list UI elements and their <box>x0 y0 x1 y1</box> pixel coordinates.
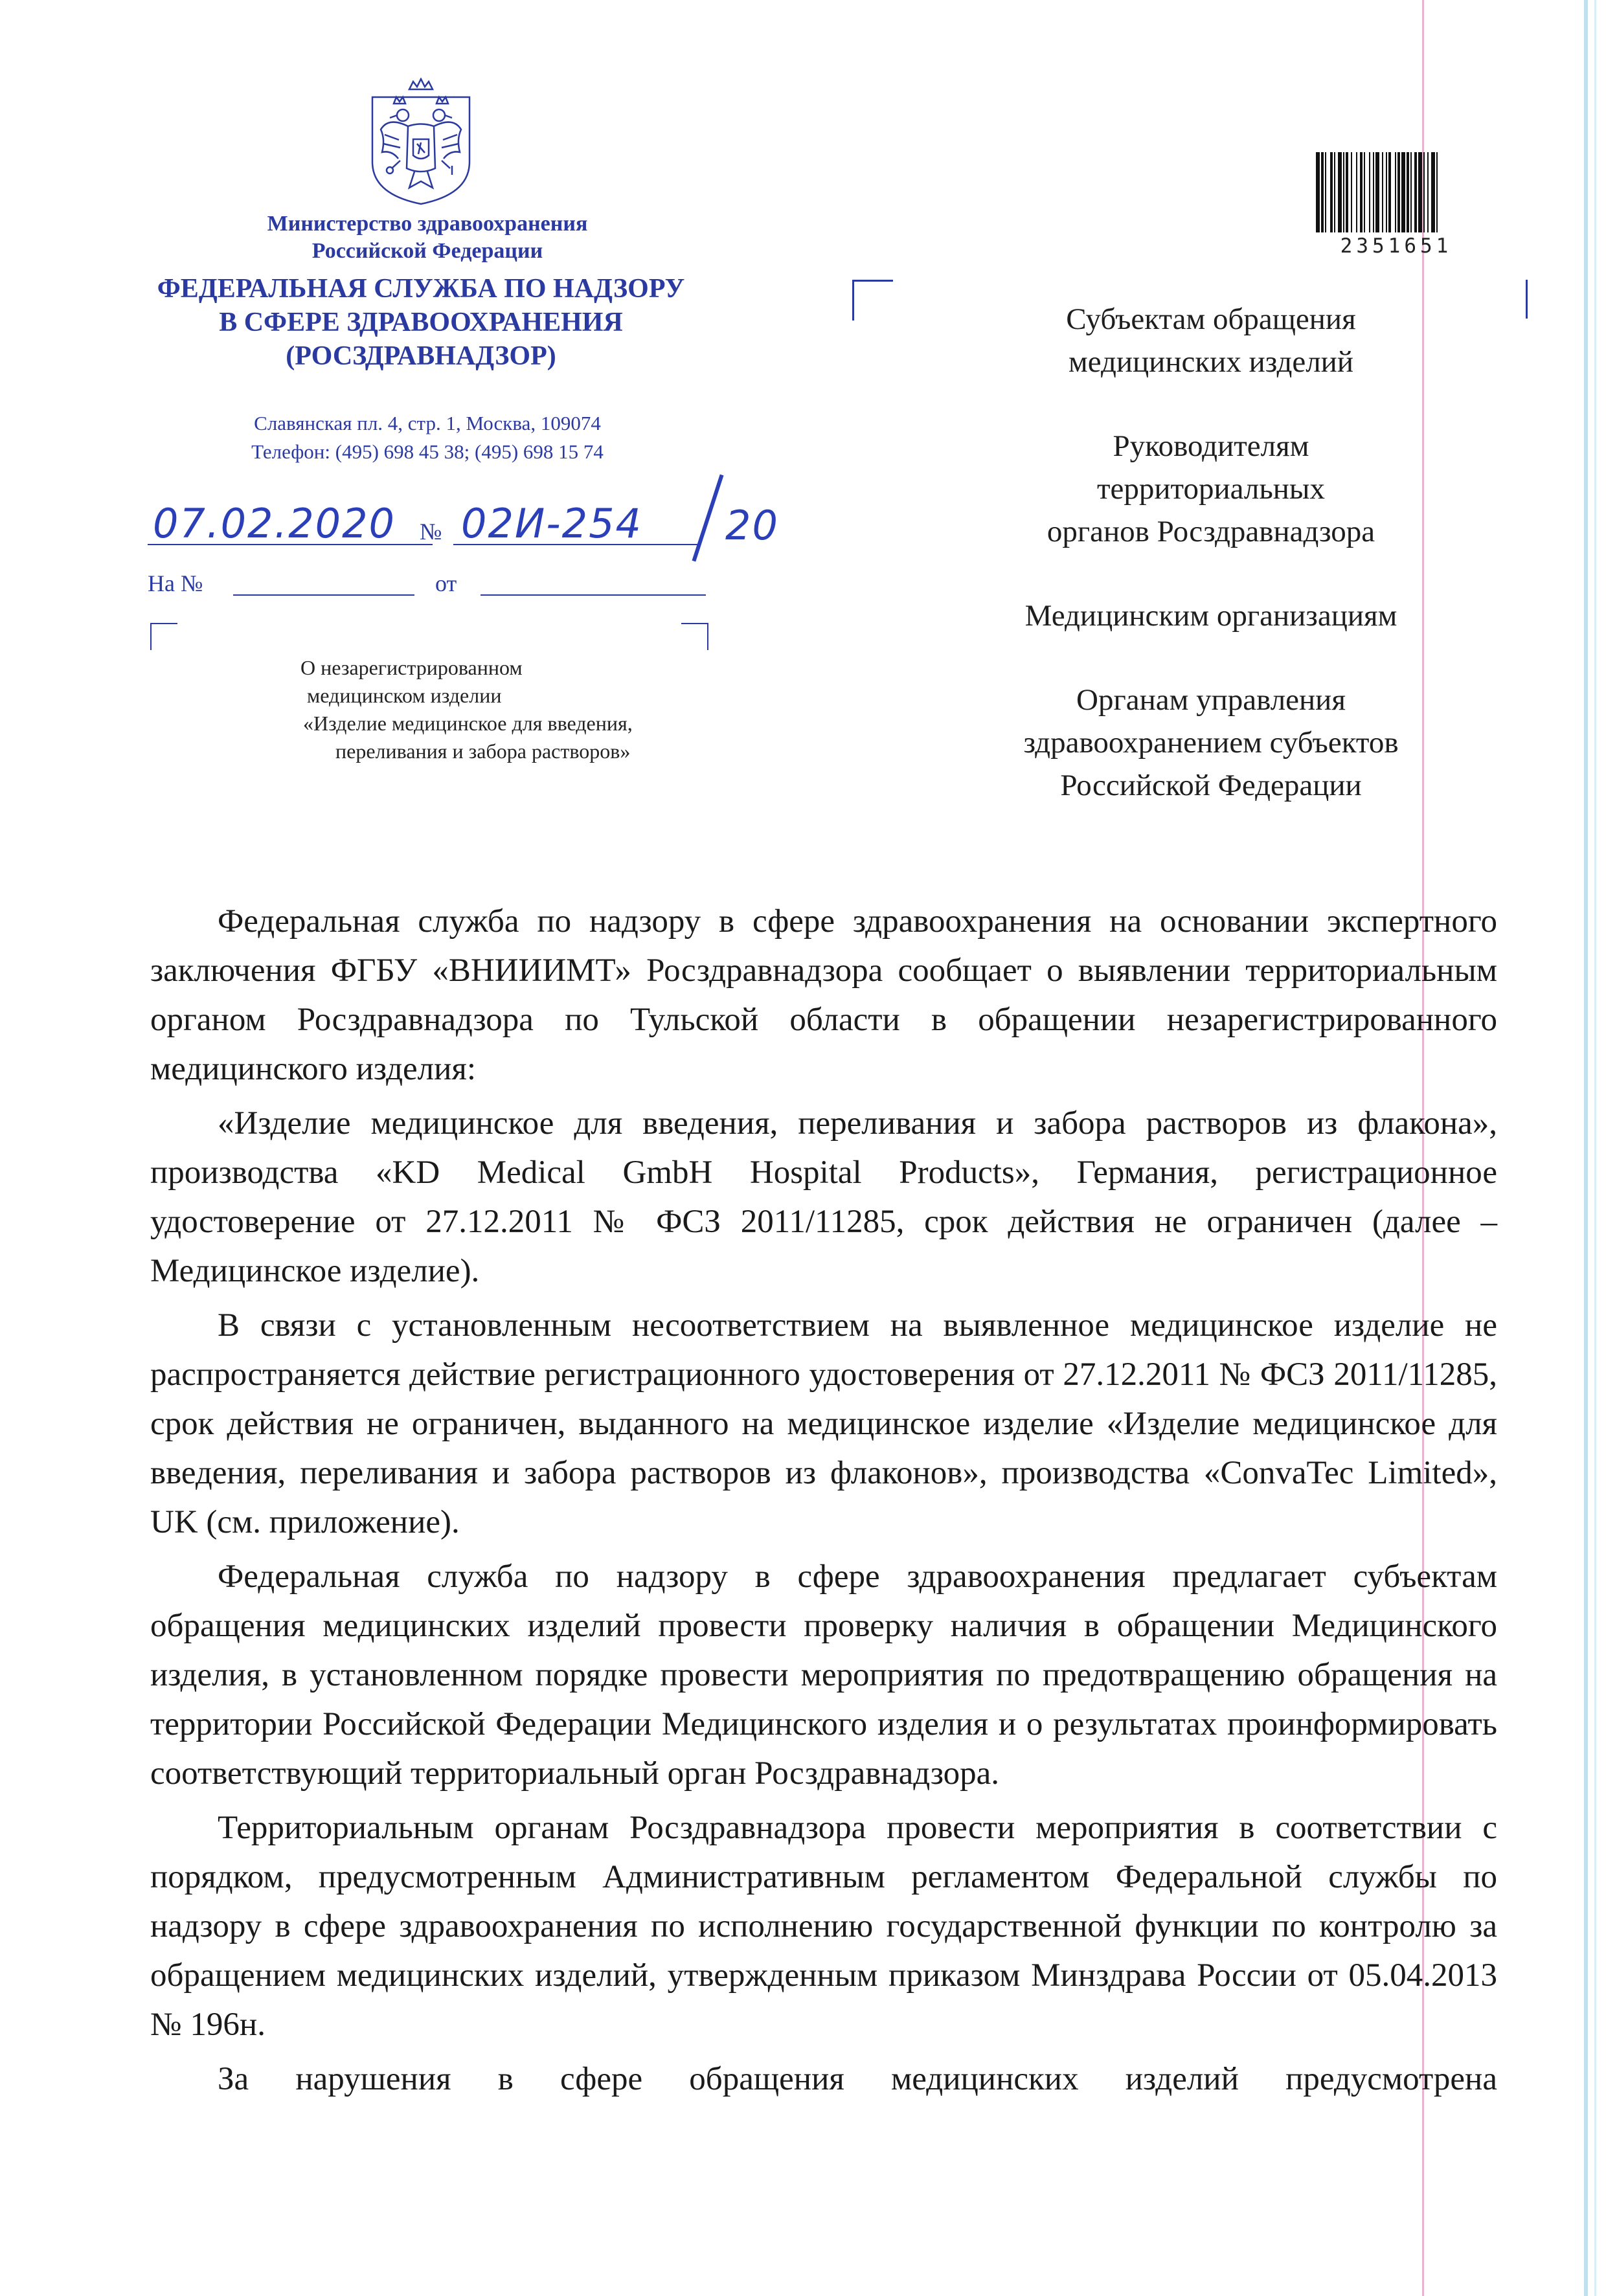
handwritten-date: 07.02.2020 <box>153 500 396 547</box>
letter-body <box>150 897 1497 2109</box>
body-paragraph-2: «Изделие медицинское для введения, переливания и забора растворов из флакона», производства «KD Medical GmbH Hospital Products», Германия, регистрационное удостоверение от 27.12.2011 № ФСЗ 2011/11285, срок действия не ограничен (далее – Медицинское изделие). <box>150 1105 1497 1289</box>
recipient-line: Руководителям <box>1113 429 1309 463</box>
ministry-line-1: Министерство здравоохранения <box>267 212 588 236</box>
barcode-bar <box>1427 152 1429 232</box>
barcode-bar <box>1321 152 1324 232</box>
recipient-line: Органам управления <box>1076 683 1346 717</box>
service-name <box>130 272 712 373</box>
reference-number-blank <box>233 594 414 596</box>
barcode-bar <box>1382 152 1383 232</box>
address-line-1: Славянская пл. 4, стр. 1, Москва, 109074 <box>254 412 601 434</box>
barcode-bar <box>1386 152 1387 232</box>
barcode-bar <box>1369 152 1370 232</box>
barcode-bar <box>1407 152 1409 232</box>
recipient-line: здравоохранением субъектов <box>1023 726 1399 760</box>
barcode-bar <box>1334 152 1335 232</box>
barcode-bar <box>1356 152 1357 232</box>
barcode-bar <box>1325 152 1326 232</box>
barcode-bar <box>1401 152 1405 232</box>
barcode-bar <box>1414 152 1417 232</box>
barcode-bar <box>1436 152 1438 232</box>
subject-corner-left <box>150 623 177 650</box>
barcode-number: 2351651 <box>1340 234 1453 258</box>
barcode-bar <box>1330 152 1333 232</box>
recipient-line: Российской Федерации <box>1060 769 1362 802</box>
barcode-bar <box>1343 152 1344 232</box>
barcode-bar <box>1360 152 1363 232</box>
recipient-line: медицинских изделий <box>1068 345 1353 379</box>
letter-subject <box>285 654 751 765</box>
handwritten-number-suffix: 20 <box>725 502 779 549</box>
ministry-name <box>194 210 661 265</box>
recipient-line: Медицинским организациям <box>1024 599 1397 633</box>
barcode-bar <box>1373 152 1374 232</box>
subject-line-4: переливания и забора растворов» <box>335 739 631 763</box>
address-line-2: Телефон: (495) 698 45 38; (495) 698 15 74 <box>251 440 604 463</box>
ministry-line-2: Российской Федерации <box>311 239 543 263</box>
russian-coat-of-arms-icon <box>363 78 479 207</box>
barcode-bar <box>1375 152 1379 232</box>
barcode-bar <box>1316 152 1320 232</box>
scan-edge-line-blue <box>1584 0 1588 2296</box>
body-paragraph-4: Федеральная служба по надзору в сфере здравоохранения предлагает субъектам обращения медицинских изделий провести проверку наличия в обращении Медицинского изделия, в установленном порядке провести мероприятия по предотвращению обращения на территории Российской Федерации Медицинского изделия и о результатах проинформировать соответствующий территориальный орган Росздравнадзора. <box>150 1559 1497 1792</box>
subject-line-3: «Изделие медицинское для введения, <box>303 712 633 735</box>
barcode-bar <box>1397 152 1400 232</box>
recipient-line: органов Росздравнадзора <box>1046 515 1375 548</box>
recipient-group <box>952 594 1470 637</box>
barcode-bar <box>1410 152 1412 232</box>
number-sign: № <box>420 519 442 545</box>
body-paragraph-1: Федеральная служба по надзору в сфере здравоохранения на основании экспертного заключения ФГБУ «ВНИИИМТ» Росздравнадзора сообщает о выявлении территориальным органом Росздравнадзора по Тульской области в обращении незарегистрированного медицинского изделия: <box>150 903 1497 1087</box>
addressee-corner-right <box>1526 280 1529 319</box>
barcode-bar <box>1338 152 1342 232</box>
scan-edge-line-blue-light <box>1594 0 1596 2296</box>
handwritten-number: 02И-254 <box>461 500 642 547</box>
subject-corner-right <box>681 623 708 650</box>
barcode-icon <box>1315 152 1478 236</box>
recipient-group <box>952 425 1470 553</box>
recipient-line: Субъектам обращения <box>1066 302 1356 336</box>
address-block <box>162 409 693 466</box>
barcode-bar <box>1395 152 1396 232</box>
service-line-2: В СФЕРЕ ЗДРАВООХРАНЕНИЯ <box>219 308 623 337</box>
barcode-bar <box>1346 152 1348 232</box>
barcode-bar <box>1423 152 1425 232</box>
recipients-block <box>952 298 1470 848</box>
barcode-bar <box>1364 152 1365 232</box>
reference-date-blank <box>481 594 706 596</box>
barcode-bar <box>1418 152 1422 232</box>
reference-number-label: На № <box>148 570 203 596</box>
service-line-3: (РОСЗДРАВНАДЗОР) <box>286 341 556 371</box>
body-paragraph-3: В связи с установленным несоответствием на выявленное медицинское изделие не распространяется действие регистрационного удостоверения от 27.12.2011 № ФСЗ 2011/11285, срок действия не ограничен, выданного на медицинское изделие «Изделие медицинское для введения, переливания и забора растворов из флаконов», производства «ConvaTec Limited», UK (см. приложение). <box>150 1307 1497 1540</box>
barcode-bar <box>1351 152 1352 232</box>
body-paragraph-6: За нарушения в сфере обращения медицинских изделий предусмотрена <box>218 2061 1497 2097</box>
service-line-1: ФЕДЕРАЛЬНАЯ СЛУЖБА ПО НАДЗОРУ <box>157 274 685 304</box>
addressee-corner-left <box>852 280 893 321</box>
body-paragraph-5: Территориальным органам Росздравнадзора провести мероприятия в соответствии с порядком, предусмотренным Административным регламентом Федеральной службы по надзору в сфере здравоохранения по исполнению государственной функции по контролю за обращением медицинских изделий, утвержденным приказом Минздрава России от 05.04.2013 № 196н. <box>150 1810 1497 2043</box>
subject-line-2: медицинском изделии <box>307 684 502 707</box>
reference-date-label: от <box>435 570 457 596</box>
recipient-line: территориальных <box>1096 472 1326 506</box>
barcode-bar <box>1431 152 1435 232</box>
recipient-group <box>952 679 1470 807</box>
recipient-group <box>952 298 1470 383</box>
subject-line-1: О незарегистрированном <box>300 656 523 679</box>
barcode-bar <box>1388 152 1391 232</box>
